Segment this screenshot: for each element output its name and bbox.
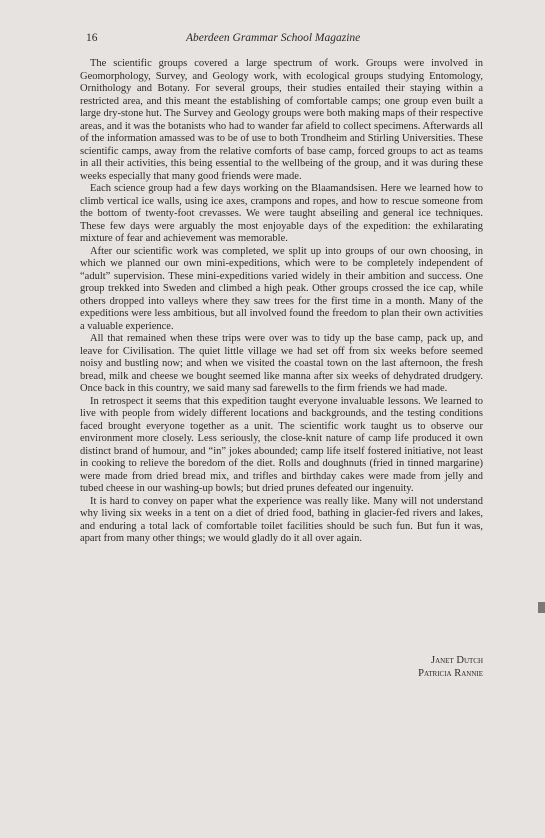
author-signatures (380, 655, 483, 680)
paragraph: It is hard to convey on paper what the experience was really like. Many will not understand why living six weeks in a tent on a diet of dried food, bathing in glacier-fed rivers and lakes, and enduring a total lack of comfortable toilet facilities should be such fun. But fun it was, apart from many other things; we would gladly do it all over again. (80, 495, 483, 544)
paragraph: In retrospect it seems that this expedition taught everyone invaluable lessons. We learned to live with people from widely different locations and backgrounds, and the testing conditions faced brought everyone together as a unit. The scientific work taught us to observe our environment more closely. Less seriously, the close-knit nature of camp life produced it own distinct brand of humour, and “in” jokes abounded; camp life itself fostered initiative, not least in cooking to relieve the boredom of the diet. Rolls and doughnuts (fried in tinned margarine) were made from dried bread mix, and trifles and birthday cakes were made from jelly and tubed cheese in our washing-up bowls; but dried prunes defeated our ingenuity. (80, 395, 483, 494)
paragraph: The scientific groups covered a large spectrum of work. Groups were involved in Geomorphology, Survey, and Geology work, with ecological groups studying Entomology, Ornithology and Botany. For several groups, their studies entailed their staying within a restricted area, and this meant the establishing of comfortable camps; one group even built a large dry-stone hut. The Survey and Geology groups were both making maps of their respective areas, and it was the botanists who had to wander far afield to collect specimens. Afterwards all of the information amassed was to be of use to both Trondheim and Stirling Universities. These scientific camps, away from the relative comforts of base camp, forced groups to act as teams in all their activities, this being essential to the wellbeing of the group, and it was during these weeks especially that many good friends were made. (80, 58, 483, 182)
paragraph: Each science group had a few days working on the Blaamandsisen. Here we learned how to climb vertical ice walls, using ice axes, crampons and ropes, and how to rescue someone from the bottom of twenty-foot crevasses. We were taught abseiling and general ice techniques. These few days were arguably the most enjoyable days of the expedition: the exhilarating mixture of fear and achievement was memorable. (80, 183, 483, 244)
page-edge-mark (538, 602, 545, 613)
author-name: Patricia Rannie (418, 667, 483, 679)
paragraph: All that remained when these trips were over was to tidy up the base camp, pack up, and leave for Civilisation. The quiet little village we had set off from six weeks before seemed noisy and bustling now; and when we visited the coastal town on the last afternoon, the fresh bread, milk and cheese we bought seemed like manna after six weeks of dehydrated drudgery. Once back in this country, we said many sad farewells to the firm friends we had made. (80, 333, 483, 394)
running-head: Aberdeen Grammar School Magazine (186, 32, 361, 44)
page-number: 16 (86, 32, 98, 44)
paragraph: After our scientific work was completed, we split up into groups of our own choosing, in which we planned our own mini-expeditions, which were to be completely independent of “adult” supervision. These mini-expeditions varied widely in their ambition and success. One group trekked into Sweden and climbed a high peak. Other groups crossed the ice cap, while others dropped into valleys where they saw trees for the first time in a month. Many of the expeditions were less ambitious, but all involved found the freedom to plan their own activities a valuable experience. (80, 245, 483, 332)
article-body (80, 58, 483, 546)
author-name: Janet Dutch (430, 655, 483, 666)
